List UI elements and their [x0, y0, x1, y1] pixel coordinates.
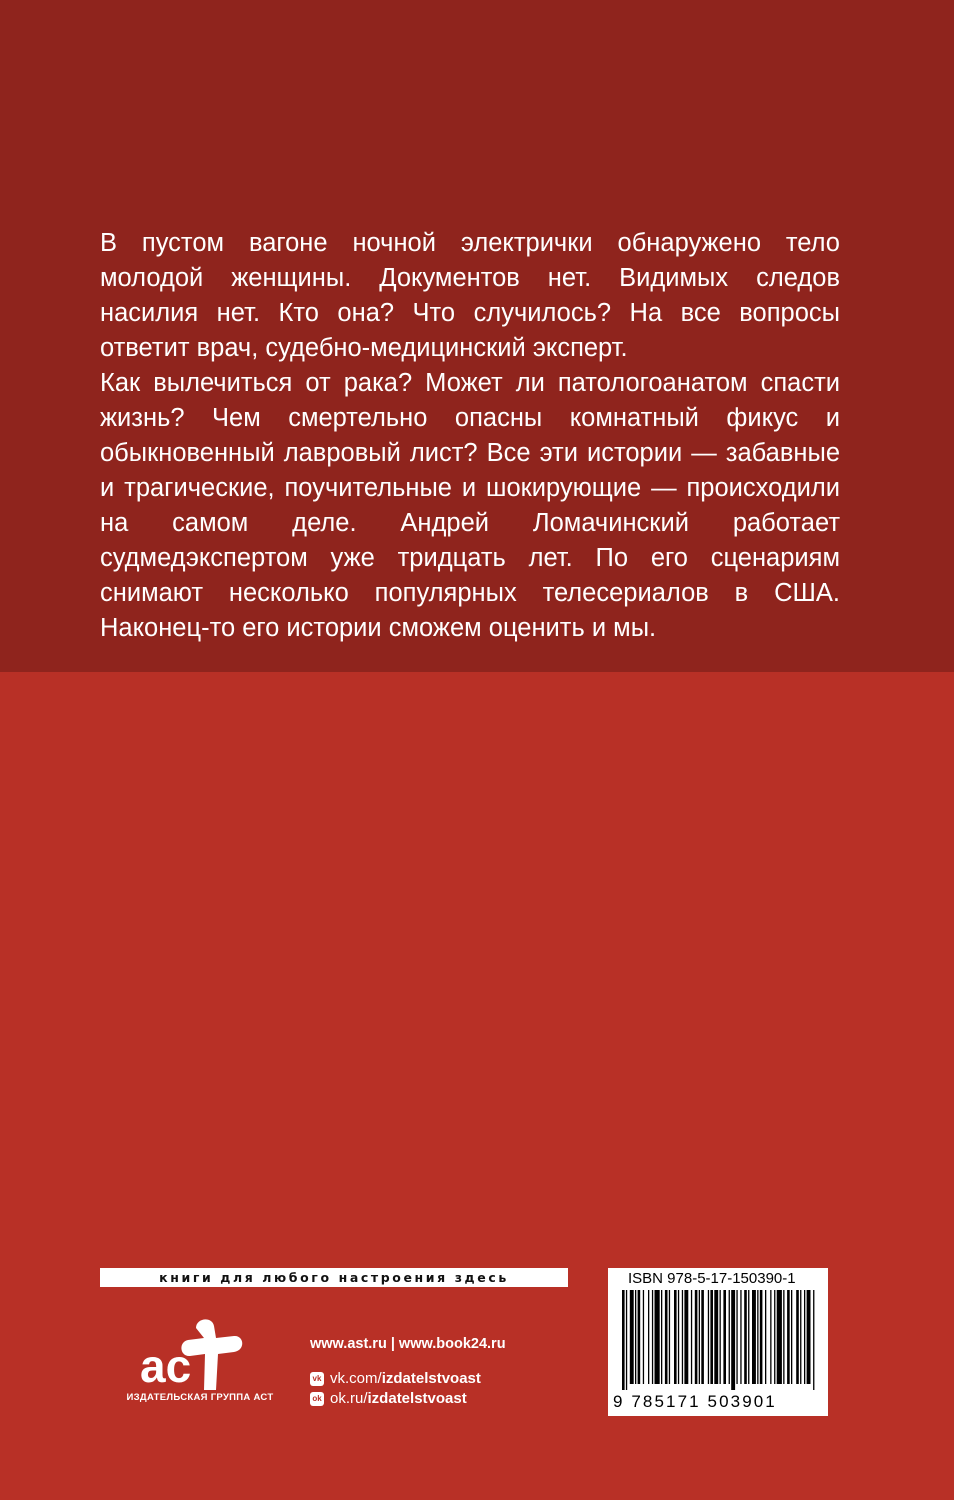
barcode-bar: [648, 1290, 649, 1384]
barcode-bar: [622, 1290, 625, 1390]
barcode-bar: [691, 1290, 692, 1384]
barcode-bar: [800, 1290, 801, 1384]
barcode-bar: [787, 1290, 790, 1384]
barcode-bar: [740, 1290, 741, 1384]
barcode-bar: [774, 1290, 775, 1384]
barcode-bar: [796, 1290, 799, 1384]
barcode-bar: [770, 1290, 771, 1384]
barcode-bar: [674, 1290, 677, 1384]
barcode-bar: [807, 1290, 811, 1384]
barcode-bar: [678, 1290, 679, 1384]
barcode-bar: [783, 1290, 784, 1384]
vk-handle: izdatelstvoast: [381, 1370, 481, 1387]
blurb-paragraph-2: Как вылечиться от рака? Может ли патологоанатом спасти жизнь? Чем смертельно опасны комнатный фикус и обыкновенный лавровый лист? Все эти истории — забавные и трагические, поучительные и шокирующие — происходили на самом деле. Андрей Ломачинский работает судмедэкспертом уже тридцать лет. По его сценариям снимают несколько популярных телесериалов в США. Наконец-то его истории сможем оценить и мы.: [100, 369, 840, 642]
barcode-bar: [682, 1290, 683, 1384]
barcode-bar: [710, 1290, 713, 1384]
barcode-bar: [765, 1290, 766, 1384]
barcode-bar: [699, 1290, 700, 1384]
barcode-bar: [813, 1290, 814, 1390]
barcode-bar: [744, 1290, 747, 1384]
vk-icon: vk: [310, 1372, 324, 1386]
barcode-bar: [731, 1290, 735, 1390]
vk-link[interactable]: [310, 1370, 481, 1387]
barcode-bar: [630, 1290, 634, 1384]
ok-link[interactable]: [310, 1390, 467, 1407]
website-links[interactable]: [310, 1336, 506, 1352]
barcode-bar: [804, 1290, 805, 1384]
barcode-bar: [714, 1290, 718, 1384]
barcode-bar: [665, 1290, 668, 1384]
barcode-bar: [701, 1290, 704, 1384]
barcode-bar: [736, 1290, 737, 1384]
publisher-caption: ИЗДАТЕЛЬСКАЯ ГРУППА АСТ: [126, 1392, 274, 1403]
barcode-bar: [752, 1290, 756, 1384]
barcode-bar: [652, 1290, 653, 1384]
barcode-bar: [708, 1290, 709, 1384]
barcode-bar: [791, 1290, 792, 1384]
barcode-bar: [777, 1290, 782, 1384]
barcode-bar: [684, 1290, 688, 1384]
book-blurb: [100, 226, 840, 646]
barcode-bar: [723, 1290, 726, 1384]
ast-logo-letters: ас: [140, 1340, 192, 1392]
isbn-label: ISBN 978-5-17-150390-1: [628, 1270, 796, 1287]
barcode-bar: [695, 1290, 698, 1384]
barcode-bar: [638, 1290, 641, 1384]
barcode-bar: [760, 1290, 763, 1384]
barcode-bar: [729, 1290, 730, 1384]
vk-prefix: vk.com/: [330, 1370, 382, 1387]
barcode-bars: [620, 1290, 818, 1390]
barcode-bar: [748, 1290, 749, 1384]
odnoklassniki-icon: ok: [310, 1392, 324, 1406]
barcode-bar: [757, 1290, 758, 1384]
slogan-strip: книги для любого настроения здесь: [100, 1268, 568, 1287]
barcode-bar: [669, 1290, 670, 1384]
barcode-bar: [655, 1290, 660, 1384]
barcode-bar: [661, 1290, 662, 1384]
barcode-bar: [643, 1290, 644, 1384]
ok-handle: izdatelstvoast: [367, 1390, 467, 1407]
ok-prefix: ok.ru/: [330, 1390, 368, 1407]
blurb-paragraph-1: В пустом вагоне ночной электрички обнаружено тело молодой женщины. Документов нет. Видимых следов насилия нет. Кто она? Что случилось? На все вопросы ответит врач, судебно-медицинский эксперт.: [100, 229, 840, 362]
website-links-text[interactable]: www.ast.ru | www.book24.ru: [310, 1336, 506, 1352]
barcode-bar: [626, 1290, 627, 1390]
barcode-bar: [720, 1290, 721, 1384]
barcode-bar: [635, 1290, 636, 1384]
barcode-digits: 9 785171 503901: [613, 1392, 777, 1411]
